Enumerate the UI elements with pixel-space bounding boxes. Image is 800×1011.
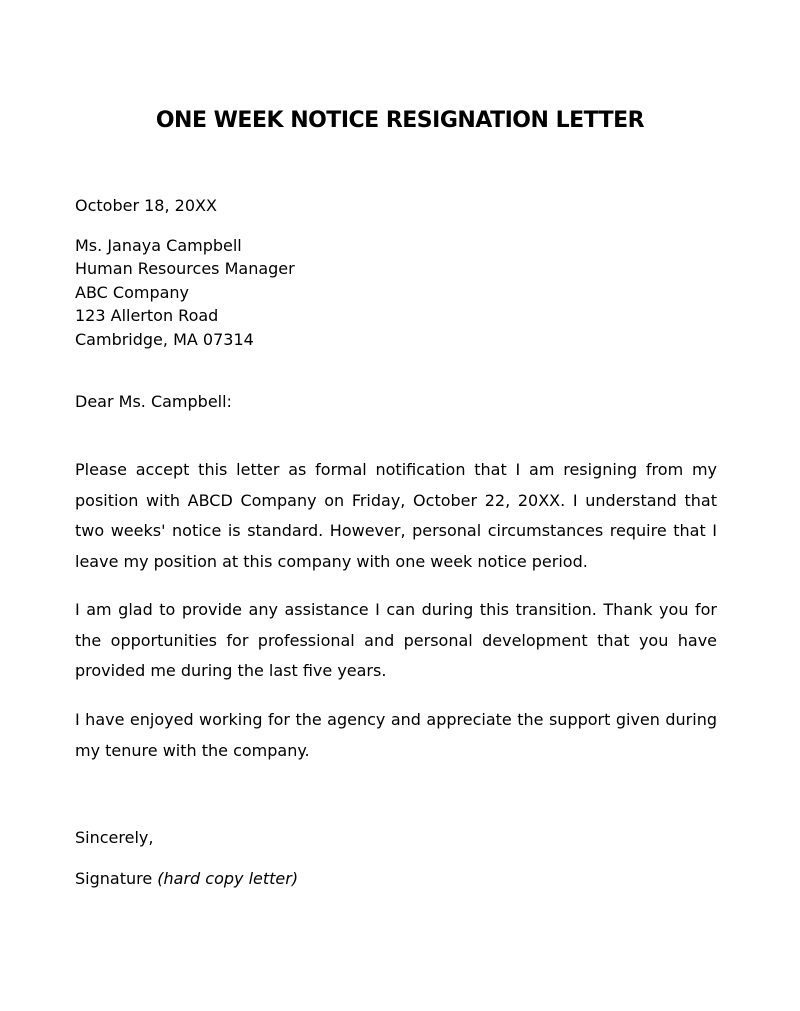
letter-title: ONE WEEK NOTICE RESIGNATION LETTER (155, 108, 645, 133)
recipient-street: 123 Allerton Road (75, 306, 219, 326)
recipient-city: Cambridge, MA 07314 (75, 329, 254, 349)
signature-note: (hard copy letter) (157, 869, 299, 888)
body-paragraph-1: Please accept this letter as formal notification that I am resigning from my position with ABCD Company on Friday, October 22, 20XX. I understand that two weeks' notice is standard. However, personal circumstances require that I leave my position at this company with one week notice period. (75, 460, 717, 571)
letter-date: October 18, 20XX (75, 196, 217, 215)
recipient-name: Ms. Janaya Campbell (75, 236, 242, 255)
signature-line (75, 869, 298, 888)
closing: Sincerely, (75, 828, 154, 847)
recipient-position: Human Resources Manager (75, 259, 295, 279)
signature-label: Signature (75, 869, 153, 888)
body-paragraph-2: I am glad to provide any assistance I can during this transition. Thank you for the opportunities for professional and personal development that you have provided me during the last five years. (75, 600, 717, 680)
salutation: Dear Ms. Campbell: (75, 392, 232, 411)
body-paragraph-3: I have enjoyed working for the agency and appreciate the support given during my tenure with the company. (75, 710, 717, 760)
recipient-address (75, 234, 295, 351)
recipient-company: ABC Company (75, 282, 190, 302)
